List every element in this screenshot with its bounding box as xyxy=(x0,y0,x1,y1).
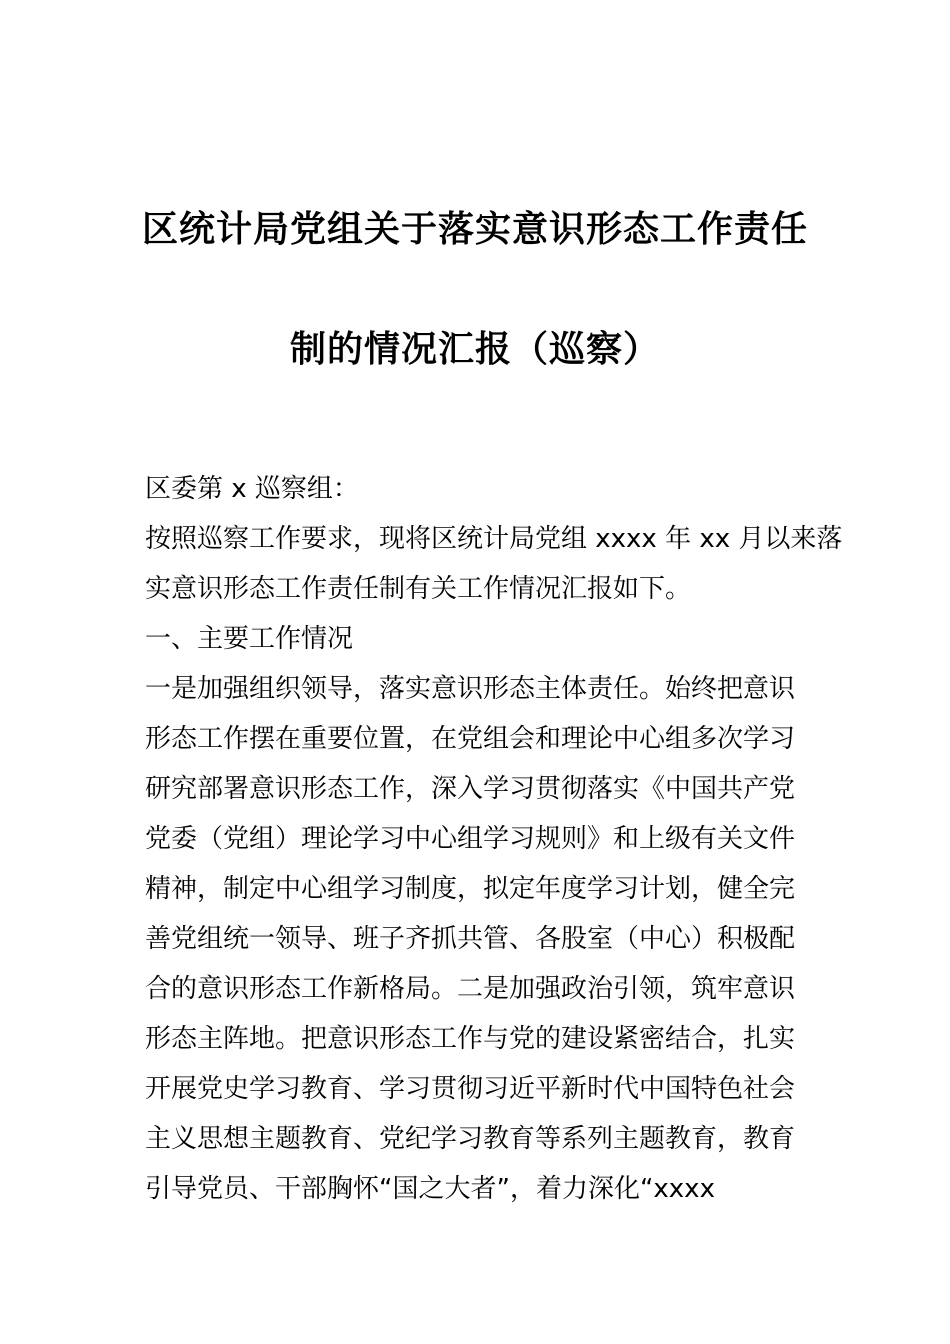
paragraph-line: 开展党史学习教育、学习贯彻习近平新时代中国特色社会 xyxy=(145,1074,796,1104)
paragraph-line: 党委（党组）理论学习中心组学习规则》和上级有关文件 xyxy=(145,824,796,854)
paragraph-line: 精神，制定中心组学习制度，拟定年度学习计划，健全完 xyxy=(145,874,796,904)
paragraph-line: 形态主阵地。把意识形态工作与党的建设紧密结合，扎实 xyxy=(145,1024,796,1054)
paragraph-line: 形态工作摆在重要位置，在党组会和理论中心组多次学习 xyxy=(145,724,796,754)
paragraph-line: 主义思想主题教育、党纪学习教育等系列主题教育，教育 xyxy=(145,1124,796,1154)
paragraph-line: 引导党员、干部胸怀“国之大者”，着力深化“xxxx xyxy=(145,1174,715,1204)
paragraph-line: 合的意识形态工作新格局。二是加强政治引领，筑牢意识 xyxy=(145,974,796,1004)
paragraph-line: 按照巡察工作要求，现将区统计局党组 xxxx 年 xx 月以来落 xyxy=(145,524,843,554)
document-title-line-2: 制的情况汇报（巡察） xyxy=(289,329,660,370)
section-heading: 一、主要工作情况 xyxy=(145,624,354,654)
paragraph-line: 实意识形态工作责任制有关工作情况汇报如下。 xyxy=(145,574,692,604)
paragraph-line: 研究部署意识形态工作，深入学习贯彻落实《中国共产党 xyxy=(145,774,796,804)
document-title-line-1: 区统计局党组关于落实意识形态工作责任 xyxy=(141,209,808,250)
paragraph-line: 善党组统一领导、班子齐抓共管、各股室（中心）积极配 xyxy=(145,924,796,954)
paragraph-line: 一是加强组织领导，落实意识形态主体责任。始终把意识 xyxy=(145,674,796,704)
salutation: 区委第 x 巡察组： xyxy=(145,474,359,504)
